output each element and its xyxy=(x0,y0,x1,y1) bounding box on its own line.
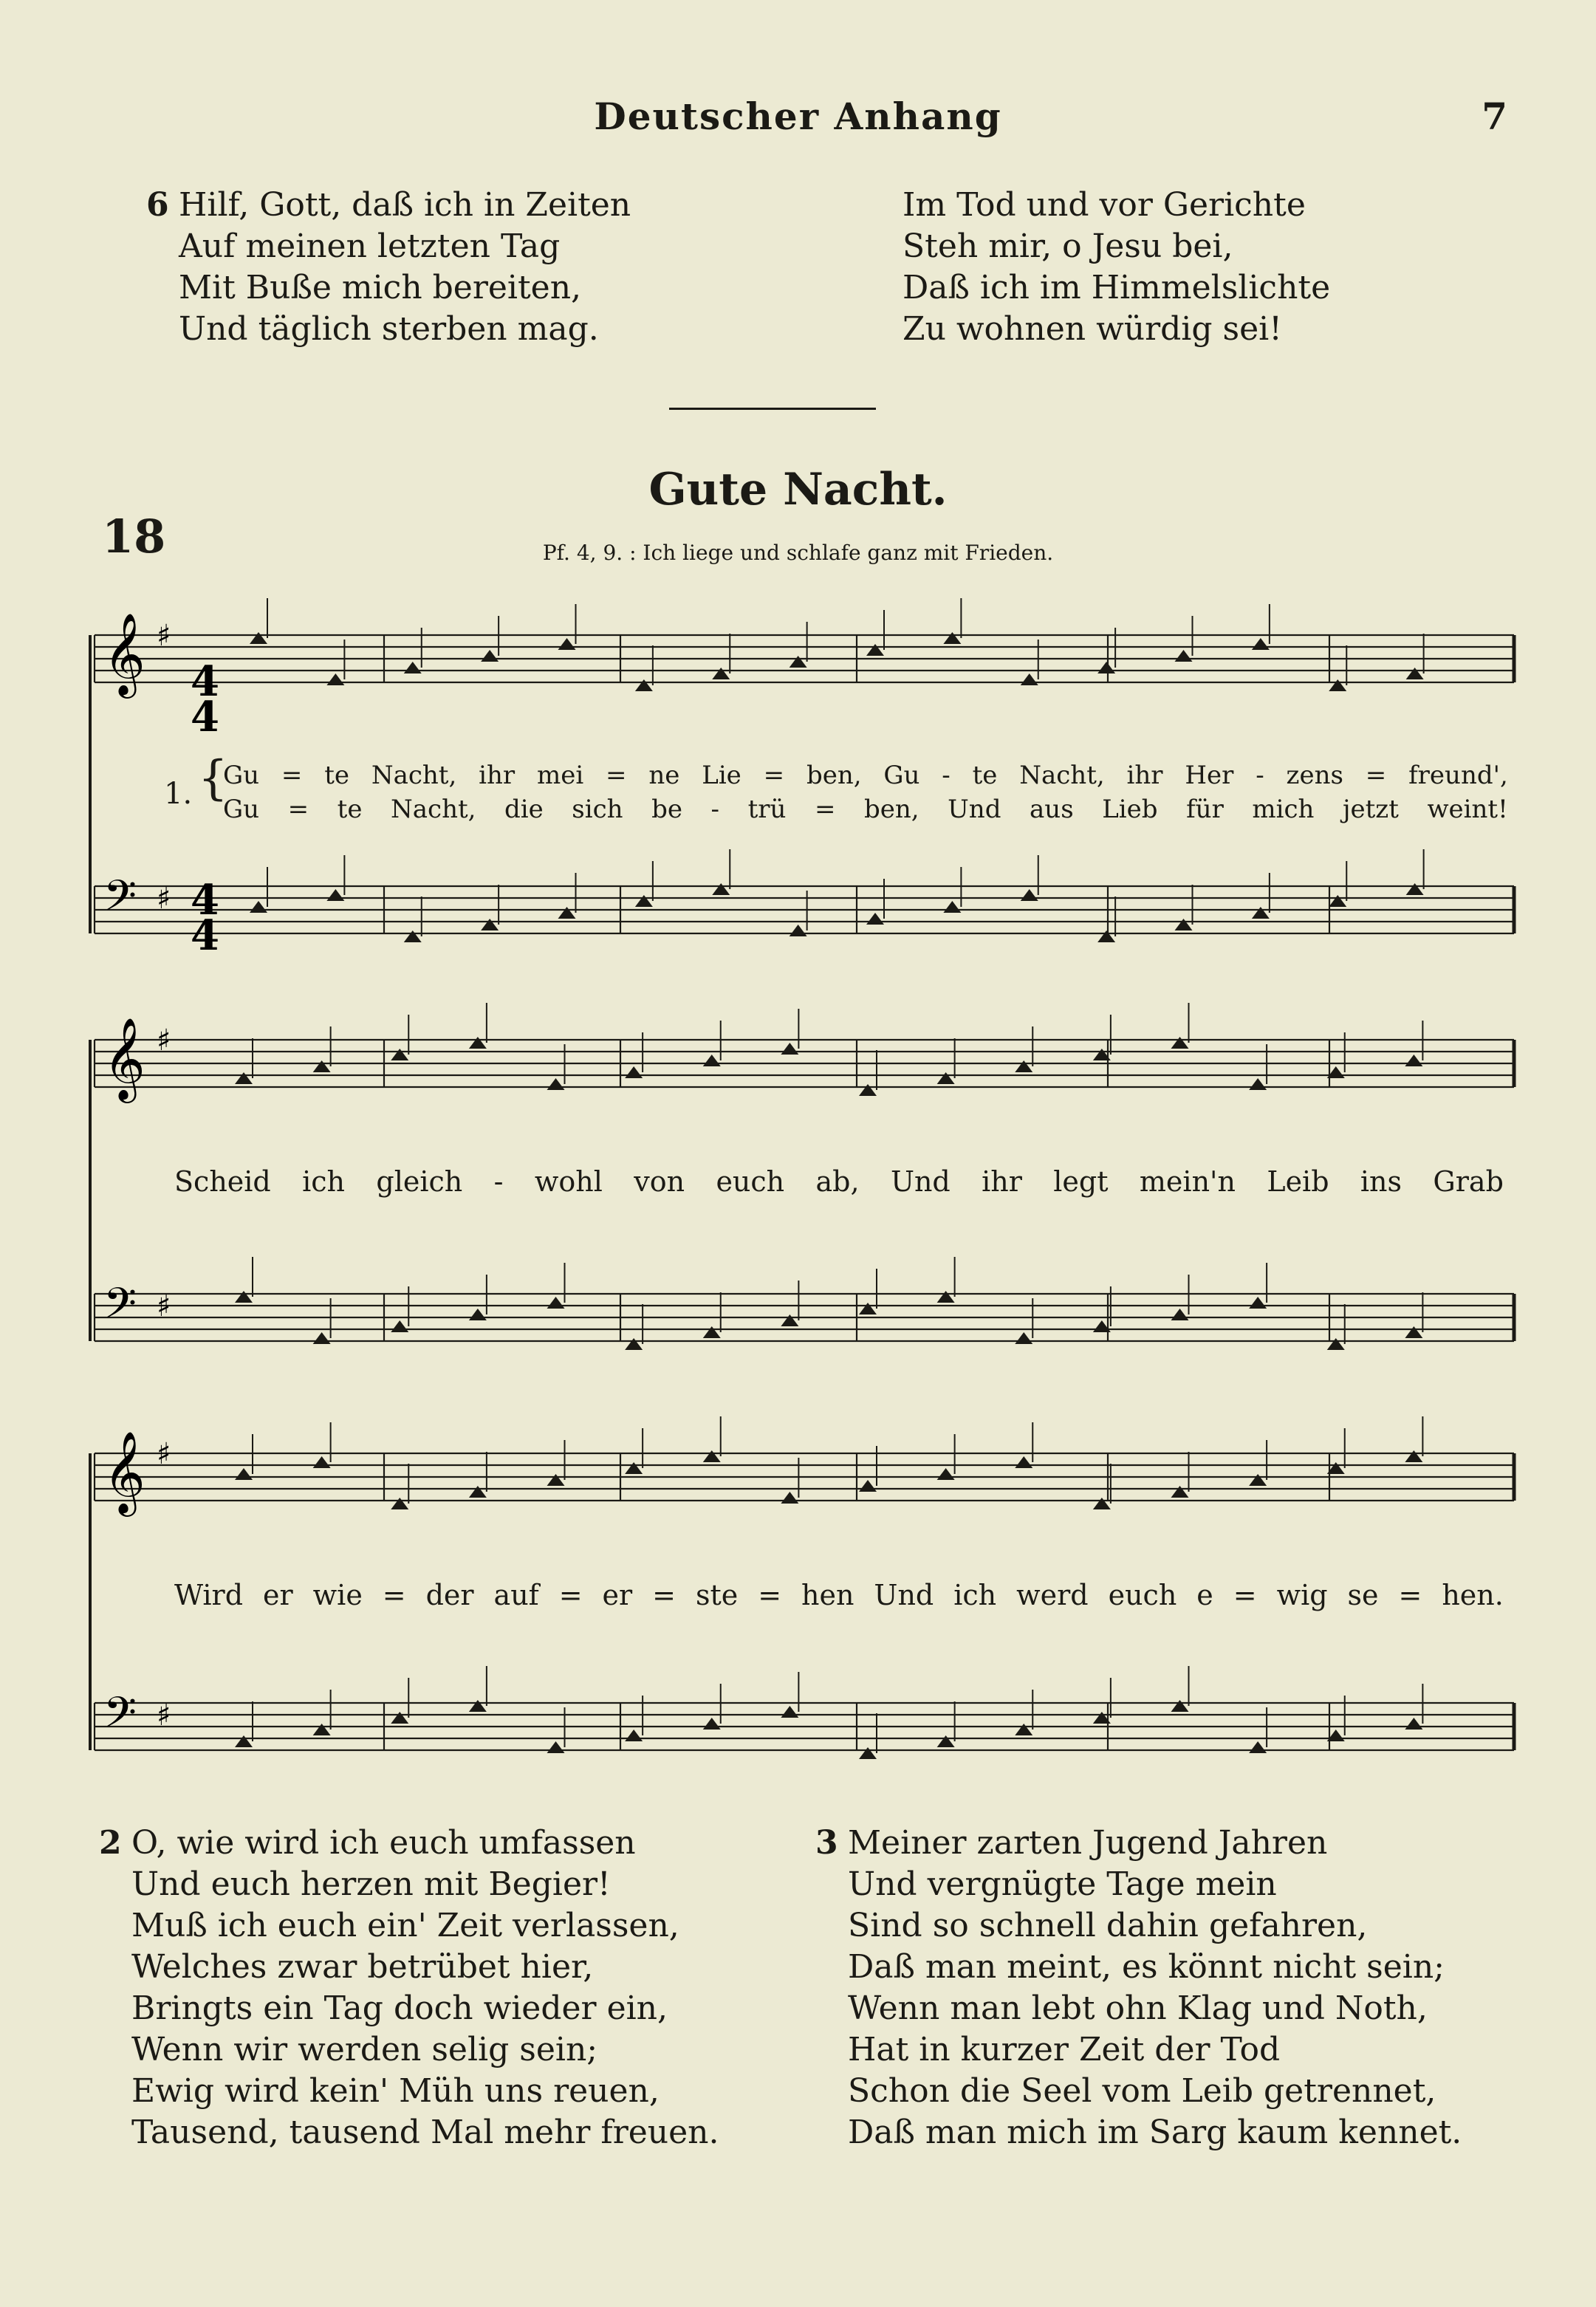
stanza-line: Und vergnügte Tage mein xyxy=(848,1865,1277,1903)
note-head xyxy=(1171,1309,1189,1320)
lyric-syllable: te xyxy=(337,795,363,824)
sharp-icon: ♯ xyxy=(157,1698,171,1732)
lyric-syllable: Wird xyxy=(174,1579,244,1611)
stanza-line: Tausend, tausend Mal mehr freuen. xyxy=(131,2114,719,2151)
lyrics-system-3 xyxy=(174,1579,1504,1611)
treble-clef-icon: 𝄞 xyxy=(103,1017,145,1100)
note-head xyxy=(481,650,499,662)
note-head xyxy=(1171,1486,1189,1498)
lyric-syllable: - xyxy=(942,761,951,790)
note-head xyxy=(712,883,730,895)
lyric-syllable: euch xyxy=(1108,1579,1177,1611)
note-head xyxy=(1405,1450,1422,1462)
note-head xyxy=(943,901,961,913)
lyrics-line-2 xyxy=(223,795,1508,824)
lyric-syllable: wie xyxy=(312,1579,363,1611)
note-head xyxy=(547,1741,565,1753)
verse-number: 6 xyxy=(146,186,169,224)
note-head xyxy=(790,656,807,668)
sharp-icon: ♯ xyxy=(157,619,171,653)
verse-line: Im Tod und vor Gerichte xyxy=(903,186,1306,224)
note-head xyxy=(1405,1055,1422,1066)
note-head xyxy=(625,1338,643,1350)
note-head xyxy=(1021,889,1038,901)
note-head xyxy=(558,638,576,650)
lyric-syllable: = xyxy=(763,761,785,790)
lyric-syllable: ins xyxy=(1360,1165,1403,1198)
note-head xyxy=(235,1735,253,1747)
note-head xyxy=(1015,1456,1032,1468)
verse-line: Daß ich im Himmelslichte xyxy=(903,269,1331,306)
note-head xyxy=(859,1747,877,1759)
note-head xyxy=(635,679,653,691)
note-head xyxy=(313,1332,331,1344)
running-header: Deutscher Anhang xyxy=(594,95,1002,138)
note-head xyxy=(391,1320,408,1332)
lyric-syllable: für xyxy=(1186,795,1224,824)
note-head xyxy=(703,1450,721,1462)
lyric-syllable: sich xyxy=(572,795,623,824)
lyric-syllable: hen. xyxy=(1442,1579,1504,1611)
lyric-syllable: = xyxy=(1365,761,1387,790)
lyric-syllable: Nacht, xyxy=(391,795,476,824)
stanza-line: Welches zwar betrübet hier, xyxy=(131,1948,594,1986)
lyric-syllable: wig xyxy=(1276,1579,1328,1611)
lyric-syllable: Und xyxy=(890,1165,951,1198)
note-head xyxy=(235,1468,253,1480)
sharp-icon: ♯ xyxy=(157,882,171,916)
note-head xyxy=(937,1735,955,1747)
note-head xyxy=(1329,895,1346,907)
lyric-syllable: er xyxy=(602,1579,633,1611)
lyric-syllable: Lie xyxy=(702,761,742,790)
note-head xyxy=(1249,1297,1267,1309)
sharp-icon: ♯ xyxy=(157,1437,171,1471)
lyric-syllable: gleich xyxy=(376,1165,463,1198)
note-head xyxy=(781,1492,798,1504)
verse-label: 1. xyxy=(164,777,193,811)
time-signature-top: 4 xyxy=(191,657,219,706)
stanza-line: Ewig wird kein' Müh uns reuen, xyxy=(131,2072,660,2110)
note-head xyxy=(943,632,961,644)
stanza-line: Sind so schnell dahin gefahren, xyxy=(848,1907,1368,1944)
lyric-syllable: = xyxy=(652,1579,676,1611)
lyric-syllable: te xyxy=(324,761,350,790)
note-head xyxy=(866,913,884,925)
lyric-syllable: = xyxy=(558,1579,583,1611)
note-head xyxy=(1171,1700,1189,1712)
note-head xyxy=(1329,679,1346,691)
stanza-line: Hat in kurzer Zeit der Tod xyxy=(848,2031,1281,2068)
note-head xyxy=(313,1724,331,1735)
stanza-line: O, wie wird ich euch umfassen xyxy=(131,1824,636,1862)
verse-line: Und täglich sterben mag. xyxy=(179,310,599,348)
lyric-syllable: Und xyxy=(948,795,1001,824)
note-head xyxy=(1252,907,1270,919)
lyric-syllable: - xyxy=(710,795,720,824)
note-head xyxy=(469,1309,487,1320)
note-head xyxy=(558,907,576,919)
lyric-syllable: - xyxy=(493,1165,504,1198)
stanza-line: Daß man meint, es könnt nicht sein; xyxy=(848,1948,1445,1986)
lyrics-line-1 xyxy=(223,761,1508,790)
note-head xyxy=(1252,638,1270,650)
lyric-syllable: er xyxy=(263,1579,293,1611)
verse-line: Zu wohnen würdig sei! xyxy=(903,310,1282,348)
lyric-syllable: be xyxy=(651,795,682,824)
bass-clef-icon: 𝄢 xyxy=(103,871,137,931)
note-head xyxy=(404,662,422,673)
lyric-syllable: = xyxy=(287,795,309,824)
note-head xyxy=(712,668,730,679)
page-number: 7 xyxy=(1482,95,1507,138)
note-head xyxy=(1015,1724,1032,1735)
note-head xyxy=(866,644,884,656)
lyric-syllable: wohl xyxy=(534,1165,603,1198)
lyric-syllable: auf xyxy=(493,1579,539,1611)
stanza-line: Und euch herzen mit Begier! xyxy=(131,1865,611,1903)
note-head xyxy=(625,1730,643,1741)
lyric-syllable: ihr xyxy=(479,761,516,790)
note-head xyxy=(391,1498,408,1509)
lyric-syllable: werd xyxy=(1016,1579,1089,1611)
note-head xyxy=(1015,1332,1032,1344)
lyric-syllable: = xyxy=(814,795,836,824)
lyric-syllable: = xyxy=(758,1579,782,1611)
note-head xyxy=(547,1078,565,1090)
note-head xyxy=(937,1468,955,1480)
note-head xyxy=(250,632,267,644)
note-head xyxy=(469,1037,487,1049)
hymn-number: 18 xyxy=(102,510,166,563)
note-head xyxy=(703,1055,721,1066)
note-head xyxy=(250,901,267,913)
note-head xyxy=(1249,1078,1267,1090)
lyric-syllable: die xyxy=(504,795,544,824)
verse-line: Mit Buße mich bereiten, xyxy=(179,269,582,306)
verse-line: Hilf, Gott, daß ich in Zeiten xyxy=(179,186,631,224)
note-head xyxy=(937,1291,955,1303)
note-head xyxy=(391,1712,408,1724)
stanza-line: Meiner zarten Jugend Jahren xyxy=(848,1824,1328,1862)
sharp-icon: ♯ xyxy=(157,1024,171,1057)
note-head xyxy=(481,919,499,930)
note-head xyxy=(1249,1474,1267,1486)
lyric-syllable: = xyxy=(1233,1579,1257,1611)
lyric-syllable: se xyxy=(1347,1579,1379,1611)
lyric-syllable: von xyxy=(634,1165,685,1198)
lyric-syllable: zens xyxy=(1286,761,1343,790)
time-signature-top: 4 xyxy=(191,876,219,925)
note-head xyxy=(781,1314,798,1326)
lyric-syllable: Her xyxy=(1185,761,1234,790)
lyric-syllable: ne xyxy=(648,761,680,790)
note-head xyxy=(1171,1037,1189,1049)
note-head xyxy=(391,1049,408,1060)
stanza-line: Schon die Seel vom Leib getrennet, xyxy=(848,2072,1436,2110)
note-head xyxy=(703,1718,721,1730)
lyric-syllable: mein'n xyxy=(1139,1165,1236,1198)
hymn-title: Gute Nacht. xyxy=(648,464,948,515)
note-head xyxy=(326,673,344,685)
note-head xyxy=(781,1706,798,1718)
lyric-syllable: aus xyxy=(1030,795,1074,824)
bass-clef-icon: 𝄢 xyxy=(103,1687,137,1748)
lyric-syllable: euch xyxy=(716,1165,785,1198)
stanza-line: Bringts ein Tag doch wieder ein, xyxy=(131,1989,668,2027)
note-head xyxy=(1406,883,1424,895)
verse-line: Steh mir, o Jesu bei, xyxy=(903,227,1233,265)
lyric-syllable: ste xyxy=(695,1579,739,1611)
lyric-syllable: ben, xyxy=(864,795,919,824)
stanza-number: 3 xyxy=(815,1824,838,1862)
lyric-syllable: Gu xyxy=(883,761,920,790)
lyric-syllable: mei xyxy=(536,761,584,790)
lyric-syllable: hen xyxy=(801,1579,854,1611)
note-head xyxy=(469,1486,487,1498)
note-head xyxy=(235,1072,253,1084)
lyric-syllable: ich xyxy=(302,1165,346,1198)
lyric-syllable: ihr xyxy=(982,1165,1022,1198)
lyric-syllable: Lieb xyxy=(1102,795,1158,824)
lyric-syllable: der xyxy=(425,1579,474,1611)
note-head xyxy=(1015,1060,1032,1072)
note-head xyxy=(1405,1718,1422,1730)
note-head xyxy=(235,1291,253,1303)
time-signature-bottom: 4 xyxy=(191,693,219,741)
note-head xyxy=(625,1066,643,1078)
note-head xyxy=(547,1297,565,1309)
note-head xyxy=(326,889,344,901)
lyric-syllable: te xyxy=(972,761,998,790)
lyric-syllable: Grab xyxy=(1433,1165,1504,1198)
stanza-line: Wenn wir werden selig sein; xyxy=(131,2031,598,2068)
lyric-syllable: = xyxy=(1398,1579,1422,1611)
stanza-line: Daß man mich im Sarg kaum kennet. xyxy=(848,2114,1462,2151)
stanza-number: 2 xyxy=(99,1824,122,1862)
lyric-syllable: e xyxy=(1196,1579,1213,1611)
lyric-syllable: ab, xyxy=(815,1165,860,1198)
bass-clef-icon: 𝄢 xyxy=(103,1278,137,1339)
lyric-syllable: mich xyxy=(1252,795,1315,824)
lyrics-system-2 xyxy=(174,1165,1504,1198)
note-head xyxy=(313,1456,331,1468)
note-head xyxy=(859,1303,877,1314)
note-head xyxy=(1406,668,1424,679)
lyric-syllable: = xyxy=(281,761,303,790)
note-head xyxy=(1249,1741,1267,1753)
lyric-syllable: = xyxy=(606,761,627,790)
lyric-syllable: - xyxy=(1256,761,1264,790)
note-head xyxy=(1175,650,1193,662)
lyric-syllable: jetzt xyxy=(1342,795,1399,824)
note-head xyxy=(404,930,422,942)
note-head xyxy=(859,1480,877,1492)
note-head xyxy=(1097,662,1115,673)
lyric-syllable: ben, xyxy=(806,761,862,790)
psalm-reference: Pf. 4, 9. : Ich liege und schlafe ganz mit Frieden. xyxy=(542,541,1054,565)
stanza-line: Muß ich euch ein' Zeit verlassen, xyxy=(131,1907,679,1944)
clefs xyxy=(103,612,171,1748)
note-head xyxy=(1175,919,1193,930)
treble-clef-icon: 𝄞 xyxy=(103,612,145,695)
treble-clef-icon: 𝄞 xyxy=(103,1430,145,1513)
note-head xyxy=(469,1700,487,1712)
stanza-3 xyxy=(815,1823,1462,2153)
note-head xyxy=(1405,1326,1422,1338)
stanza-line: Wenn man lebt ohn Klag und Noth, xyxy=(848,1989,1428,2027)
verse-line: Auf meinen letzten Tag xyxy=(179,227,561,265)
note-head xyxy=(1021,673,1038,685)
lyric-syllable: Gu xyxy=(223,761,260,790)
note-head xyxy=(547,1474,565,1486)
lyric-syllable: weint! xyxy=(1427,795,1508,824)
lyric-syllable: Scheid xyxy=(174,1165,271,1198)
note-head xyxy=(859,1084,877,1096)
note-head xyxy=(635,895,653,907)
lyric-syllable: freund', xyxy=(1408,761,1508,790)
lyric-syllable: ihr xyxy=(1126,761,1163,790)
lyric-syllable: legt xyxy=(1053,1165,1109,1198)
lyric-syllable: = xyxy=(382,1579,406,1611)
lyric-syllable: Leib xyxy=(1267,1165,1329,1198)
note-head xyxy=(313,1060,331,1072)
lyric-syllable: Nacht, xyxy=(371,761,457,790)
lyric-syllable: Und xyxy=(874,1579,934,1611)
lyric-syllable: trü xyxy=(747,795,787,824)
brace: { xyxy=(198,751,228,806)
note-head xyxy=(937,1072,955,1084)
note-head xyxy=(1097,930,1115,942)
lyric-syllable: Gu xyxy=(223,795,260,824)
note-head xyxy=(703,1326,721,1338)
note-head xyxy=(625,1462,643,1474)
sharp-icon: ♯ xyxy=(157,1289,171,1323)
note-head xyxy=(790,925,807,936)
note-head xyxy=(781,1043,798,1055)
lyric-syllable: ich xyxy=(953,1579,997,1611)
time-signature-bottom: 4 xyxy=(191,911,219,960)
stanza-2 xyxy=(99,1823,719,2153)
lyric-syllable: Nacht, xyxy=(1019,761,1105,790)
